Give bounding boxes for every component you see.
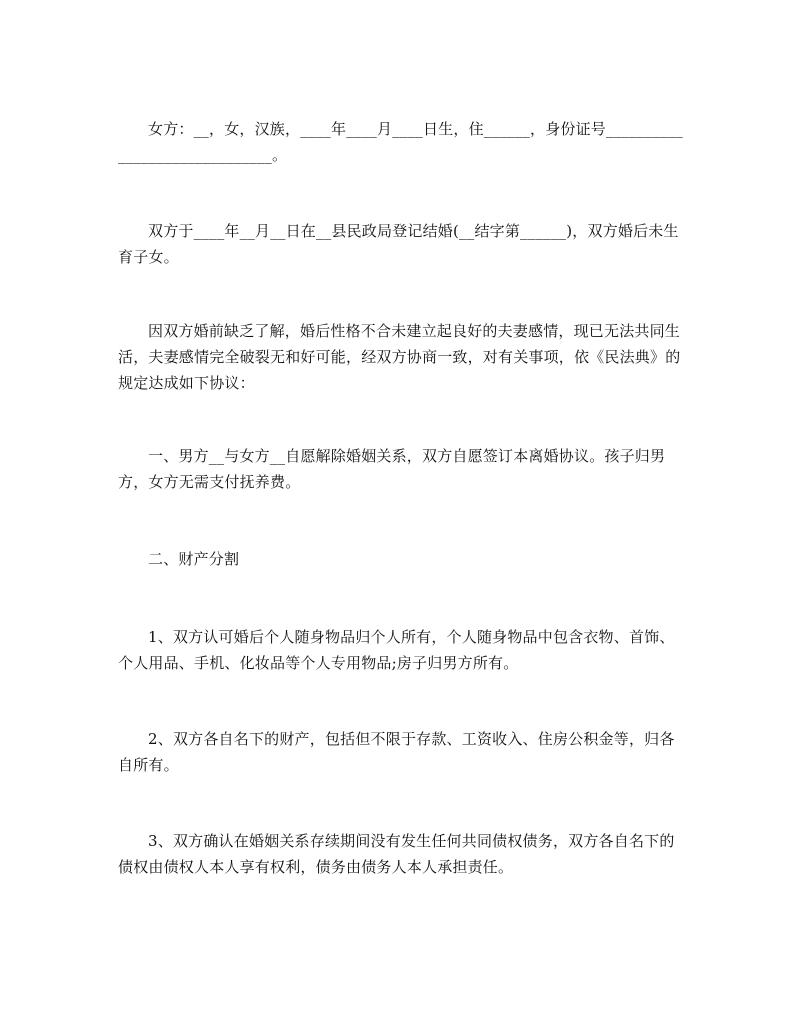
paragraph-wife-info: 女方：__，女，汉族，____年____月____日生，住______，身份证号______________________________。: [118, 120, 684, 164]
paragraph-marriage-registration: 双方于____年__月__日在__县民政局登记结婚(__结字第______)，双方婚后未生育子女。: [118, 222, 679, 266]
paragraph-clause-2-heading: 二、财产分割: [148, 550, 240, 568]
paragraph-clause-1-dissolution: 一、男方__与女方__自愿解除婚姻关系，双方自愿签订本离婚协议。孩子归男方，女方无需支付抚养费。: [118, 447, 666, 491]
paragraph-property-item-1: 1、双方认可婚后个人随身物品归个人所有，个人随身物品中包含衣物、首饰、个人用品、手机、化妆品等个人专用物品;房子归男方所有。: [118, 628, 675, 672]
paragraph-property-item-3: 3、双方确认在婚姻关系存续期间没有发生任何共同债权债务，双方各自名下的债权由债权人本人享有权利，债务由债务人本人承担责任。: [118, 832, 675, 876]
paragraph-property-item-2: 2、双方各自名下的财产，包括但不限于存款、工资收入、住房公积金等，归各自所有。: [118, 730, 675, 774]
paragraph-divorce-reason: 因双方婚前缺乏了解，婚后性格不合未建立起良好的夫妻感情，现已无法共同生活，夫妻感情完全破裂无和好可能，经双方协商一致，对有关事项，依《民法典》的规定达成如下协议：: [118, 322, 681, 392]
